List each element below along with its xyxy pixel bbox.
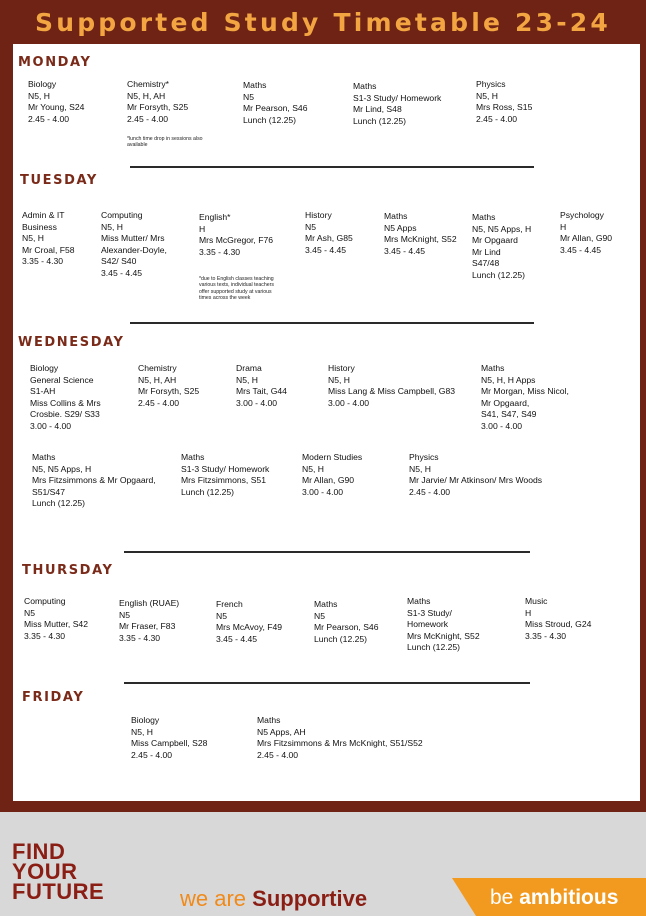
monday-session: Maths S1-3 Study/ Homework Mr Lind, S48 Lunch (12.25) [353, 81, 442, 126]
day-heading-thursday: THURSDAY [22, 563, 114, 578]
thursday-session: English (RUAE) N5 Mr Fraser, F83 3.35 - 4.30 [119, 598, 180, 643]
page-title: Supported Study Timetable 23-24 [35, 8, 611, 37]
wednesday-session: History N5, H Miss Lang & Miss Campbell, G83 3.00 - 4.00 [328, 363, 456, 408]
thursday-session: Music H Miss Stroud, G24 3.35 - 4.30 [525, 596, 592, 641]
wednesday-session: Maths S1-3 Study/ Homework Mrs Fitzsimmons, S51 Lunch (12.25) [181, 452, 270, 497]
friday-session: Biology N5, H Miss Campbell, S28 2.45 - 4.00 [131, 715, 208, 760]
divider-monday [130, 166, 534, 168]
thursday-session: Maths S1-3 Study/ Homework Mrs McKnight, S52 Lunch (12.25) [407, 596, 480, 653]
monday-session: Maths N5 Mr Pearson, S46 Lunch (12.25) [243, 80, 308, 125]
day-heading-tuesday: TUESDAY [20, 173, 98, 188]
footer-banner [0, 812, 646, 916]
wednesday-session: Drama N5, H Mrs Tait, G44 3.00 - 4.00 [236, 363, 287, 408]
tuesday-session: Maths N5, N5 Apps, H Mr Opgaard Mr Lind S47/48 Lunch (12.25) [472, 212, 532, 280]
wednesday-session: Modern Studies N5, H Mr Allan, G90 3.00 - 4.00 [302, 452, 363, 497]
be-ambitious-slogan: be ambitious [490, 886, 619, 909]
timetable-panel [13, 44, 640, 801]
wednesday-session: Maths N5, H, H Apps Mr Morgan, Miss Nicol, Mr Opgaard, S41, S47, S49 3.00 - 4.00 [481, 363, 569, 431]
tuesday-session: English* H Mrs McGregor, F76 3.35 - 4.30 [199, 212, 274, 257]
day-heading-monday: MONDAY [18, 55, 92, 70]
monday-session: Chemistry* N5, H, AH Mr Forsyth, S25 2.45 - 4.00 [127, 79, 189, 124]
day-heading-friday: FRIDAY [22, 690, 85, 705]
wednesday-session: Biology General Science S1-AH Miss Collins & Mrs Crosbie. S29/ S33 3.00 - 4.00 [30, 363, 101, 431]
we-are-supportive-slogan: we are Supportive [180, 886, 368, 911]
tuesday-session: Maths N5 Apps Mrs McKnight, S52 3.45 - 4.45 [384, 211, 457, 256]
thursday-session: Computing N5 Miss Mutter, S42 3.35 - 4.30 [24, 596, 88, 641]
monday-session: Physics N5, H Mrs Ross, S15 2.45 - 4.00 [476, 79, 533, 124]
tuesday-session: Admin & IT Business N5, H Mr Croal, F58 3.35 - 4.30 [22, 210, 75, 267]
wednesday-session: Physics N5, H Mr Jarvie/ Mr Atkinson/ Mrs Woods 2.45 - 4.00 [409, 452, 543, 497]
thursday-session: Maths N5 Mr Pearson, S46 Lunch (12.25) [314, 599, 379, 644]
divider-wednesday [124, 551, 530, 553]
monday-session: Biology N5, H Mr Young, S24 2.45 - 4.00 [28, 79, 85, 124]
tuesday-session: History N5 Mr Ash, G85 3.45 - 4.45 [305, 210, 353, 255]
divider-thursday [124, 682, 530, 684]
monday-lunch-note: *lunch time drop in sessions also available [127, 136, 203, 149]
find-your-future-logo: FIND YOUR FUTURE [12, 839, 105, 904]
friday-session: Maths N5 Apps, AH Mrs Fitzsimmons & Mrs McKnight, S51/S52 2.45 - 4.00 [257, 715, 423, 760]
thursday-session: French N5 Mrs McAvoy, F49 3.45 - 4.45 [216, 599, 283, 644]
tuesday-english-note: *due to English classes teaching various texts, individual teachers offer supported study at various times across the week [199, 276, 274, 302]
wednesday-session: Chemistry N5, H, AH Mr Forsyth, S25 2.45 - 4.00 [138, 363, 200, 408]
divider-tuesday [130, 322, 534, 324]
wednesday-session: Maths N5, N5 Apps, H Mrs Fitzsimmons & Mr Opgaard, S51/S47 Lunch (12.25) [32, 452, 156, 509]
day-heading-wednesday: WEDNESDAY [18, 335, 125, 350]
tuesday-session: Computing N5, H Miss Mutter/ Mrs Alexander-Doyle, S42/ S40 3.45 - 4.45 [101, 210, 167, 278]
tuesday-session: Psychology H Mr Allan, G90 3.45 - 4.45 [560, 210, 613, 255]
